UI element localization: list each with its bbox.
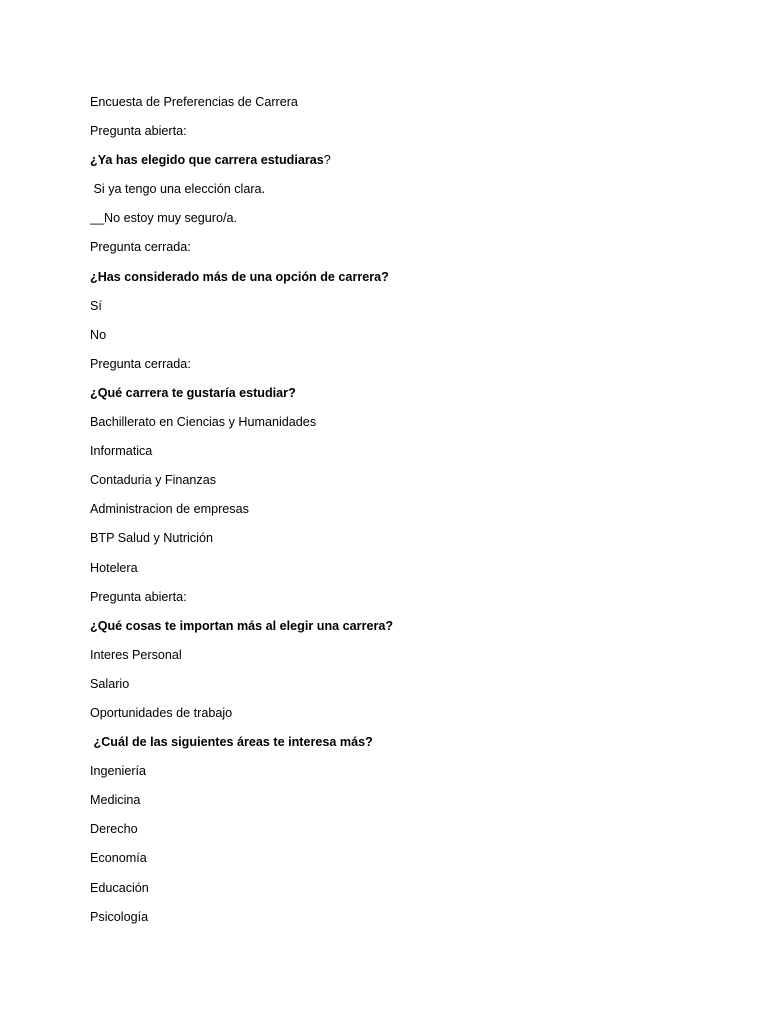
- document-title: Encuesta de Preferencias de Carrera: [90, 95, 298, 109]
- question-text: ¿Cuál de las siguientes áreas te interesa más?: [90, 735, 373, 750]
- answer-option: Administracion de empresas: [90, 502, 249, 517]
- answer-option: Educación: [90, 880, 149, 895]
- answer-option: Interes Personal: [90, 647, 182, 662]
- question-type-label: Pregunta cerrada:: [90, 240, 191, 255]
- answer-option: Sí: [90, 298, 102, 313]
- answer-option: __No estoy muy seguro/a.: [90, 211, 238, 226]
- question-type-label: Pregunta abierta:: [90, 124, 187, 139]
- answer-option: Hotelera: [90, 560, 138, 575]
- answer-option: Economía: [90, 851, 147, 866]
- answer-option: Medicina: [90, 793, 141, 808]
- answer-option: BTP Salud y Nutrición: [90, 531, 213, 546]
- question-text-bold: ¿Ya has elegido que carrera estudiaras: [90, 153, 324, 168]
- question-type-label: Pregunta abierta:: [90, 589, 187, 604]
- answer-option: Ingeniería: [90, 764, 147, 779]
- question-type-label: Pregunta cerrada:: [90, 356, 191, 371]
- answer-option: Informatica: [90, 444, 153, 459]
- question-text: ¿Has considerado más de una opción de carrera?: [90, 269, 389, 284]
- answer-option: Psicología: [90, 909, 149, 924]
- answer-option: No: [90, 327, 107, 342]
- answer-option: Contaduria y Finanzas: [90, 473, 217, 488]
- question-text: [90, 149, 710, 178]
- question-text-tail: ?: [323, 153, 331, 168]
- answer-option: Salario: [90, 676, 130, 691]
- question-text: ¿Qué carrera te gustaría estudiar?: [90, 385, 296, 400]
- document-body: [90, 91, 710, 935]
- question-text: ¿Qué cosas te importan más al elegir una carrera?: [90, 618, 394, 633]
- answer-option: Si ya tengo una elección clara.: [90, 182, 266, 197]
- answer-option: Oportunidades de trabajo: [90, 705, 233, 720]
- answer-option: Derecho: [90, 822, 138, 837]
- answer-option: Bachillerato en Ciencias y Humanidades: [90, 415, 317, 430]
